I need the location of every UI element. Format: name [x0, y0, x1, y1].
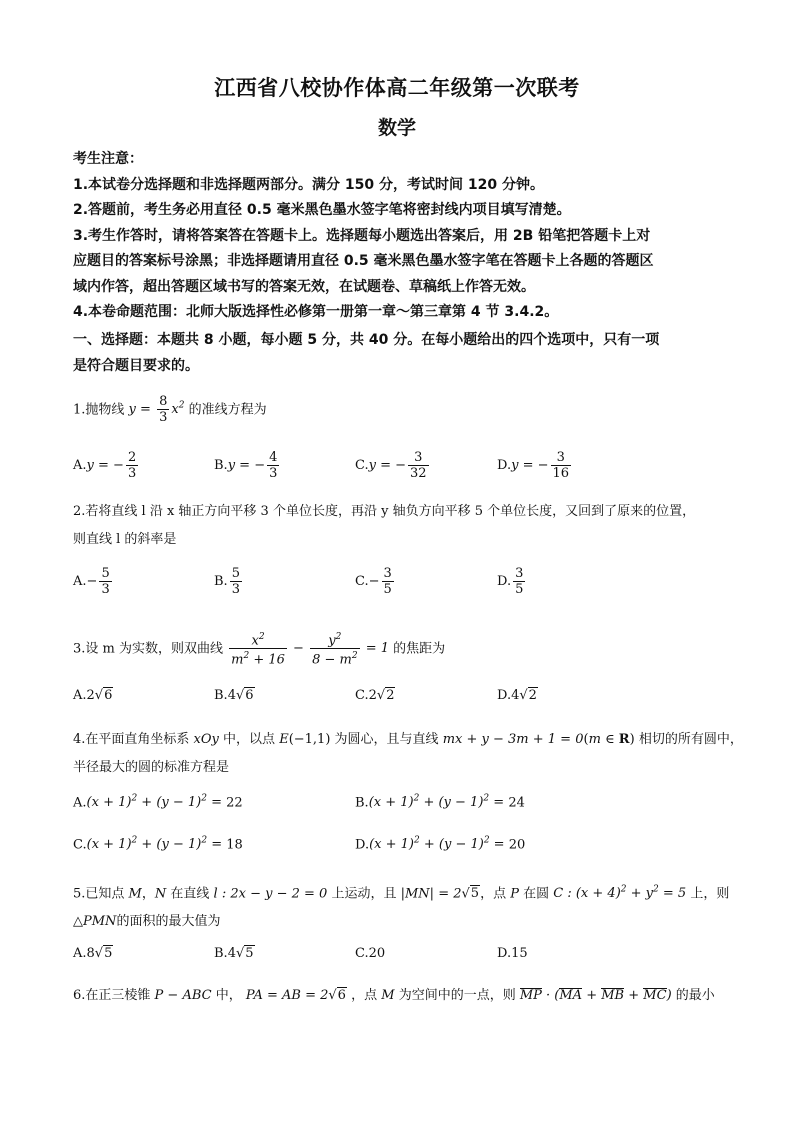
note-line: 1.本试卷分选择题和非选择题两部分。满分 150 分，考试时间 120 分钟。 — [73, 176, 545, 193]
exam-subject: 数学 — [377, 117, 416, 139]
question-2-line: 则直线 l 的斜率是 — [73, 532, 177, 547]
question-5-line: △PMN的面积的最大值为 — [73, 914, 221, 930]
question-5-option-b: B.4√5 — [214, 946, 254, 961]
question-4 — [73, 726, 753, 782]
question-4-option-c: $C.(x + 1)^2 + (y - 1)^2 = 18$ — [73, 836, 243, 853]
question-4-option-b: $B.(x + 1)^2 + (y - 1)^2 = 24$ — [355, 794, 525, 811]
note-line: 应题目的答案标号涂黑；非选择题请用直径 0.5 毫米黑色墨水签字笔在答题卡上各题的答题区 — [73, 253, 654, 269]
question-3-option-b: B.4√6 — [214, 688, 254, 703]
question-2-line: 2.若将直线 l 沿 x 轴正方向平移 3 个单位长度，再沿 y 轴负方向平移 5 个单位长度，又回到了原来的位置， — [73, 504, 696, 519]
question-3-prefix: 3.设 m 为实数，则双曲线 — [73, 641, 223, 657]
section-line: 是符合题目要求的。 — [73, 357, 199, 374]
note-line: 4.本卷命题范围：北师大版选择性必修第一册第一章～第三章第 4 节 3.4.2。 — [73, 304, 559, 320]
question-5 — [73, 876, 753, 936]
question-1-option-b: B.y = − $\frac{4}{3}$ — [214, 450, 278, 481]
question-2 — [73, 498, 753, 554]
question-4-line: 半径最大的圆的标准方程是 — [73, 760, 230, 775]
note-line: 3.考生作答时，请将答案答在答题卡上。选择题每小题选出答案后，用 2B 铅笔把答题卡上对 — [73, 227, 651, 244]
question-1-prefix: 1.抛物线 — [73, 402, 125, 418]
question-3-option-d: D.4√2 — [497, 688, 537, 703]
question-6: 6.在正三棱锥 P − ABC 中， PA = AB = 2√6 ，点 M 为空间中的一点，则 MP · (MA + MB + MC) 的最小 — [73, 988, 715, 1003]
question-5-line: 5.已知点 M，N 在直线 l : 2x − y − 2 = 0 上运动，且 |MN| = 2√5，点 P 在圆 C : $(x + 4)^2 + y^2 = 5$ 上，则 — [73, 885, 730, 902]
question-3-option-c: C.2√2 — [355, 688, 395, 703]
question-1 — [73, 392, 753, 425]
question-3 — [73, 630, 753, 668]
question-3-formula: $\frac{x^2}{m^2 + 16}$ − $\frac{y^2}{8 - m^2}$ = 1 — [231, 632, 390, 668]
exam-title: 江西省八校协作体高二年级第一次联考 — [214, 76, 580, 100]
notes-heading: 考生注意： — [73, 151, 143, 167]
question-1-formula: y = $\frac{8}{3}$ $x^2$ — [128, 394, 185, 426]
question-4-option-a: $A.(x + 1)^2 + (y - 1)^2 = 22$ — [73, 794, 243, 811]
section-line: 一、选择题：本题共 8 小题，每小题 5 分，共 40 分。在每小题给出的四个选项中，只有一项 — [73, 332, 660, 348]
question-2-option-c: C.− $\frac{3}{5}$ — [355, 566, 392, 597]
question-4-line: 4.在平面直角坐标系 xOy 中，以点 E(−1,1) 为圆心，且与直线 mx + y − 3m + 1 = 0(m ∈ R) 相切的所有圆中， — [73, 732, 743, 747]
note-line: 域内作答，超出答题区域书写的答案无效，在试题卷、草稿纸上作答无效。 — [73, 278, 535, 295]
note-line: 2.答题前，考生务必用直径 0.5 毫米黑色墨水签字笔将密封线内项目填写清楚。 — [73, 202, 571, 218]
question-1-suffix: 的准线方程为 — [188, 402, 267, 418]
question-1-option-d: D.y = − $\frac{3}{16}$ — [497, 450, 570, 481]
section-heading — [73, 328, 753, 379]
exam-notes — [73, 147, 753, 326]
question-1-option-a: A.y = − $\frac{2}{3}$ — [73, 450, 137, 481]
question-2-option-a: A.− $\frac{5}{3}$ — [73, 566, 110, 597]
question-3-option-a: A.2√6 — [73, 688, 113, 703]
question-5-option-a: A.8√5 — [73, 946, 113, 961]
question-2-option-b: B. $\frac{5}{3}$ — [214, 566, 240, 597]
question-5-option-d: D.15 — [497, 946, 528, 961]
question-4-option-d: $D.(x + 1)^2 + (y - 1)^2 = 20$ — [355, 836, 526, 853]
question-1-option-c: C.y = − $\frac{3}{32}$ — [355, 450, 427, 481]
question-5-option-c: C.20 — [355, 946, 386, 961]
question-2-option-d: D. $\frac{3}{5}$ — [497, 566, 524, 597]
question-3-suffix: 的焦距为 — [393, 641, 446, 657]
